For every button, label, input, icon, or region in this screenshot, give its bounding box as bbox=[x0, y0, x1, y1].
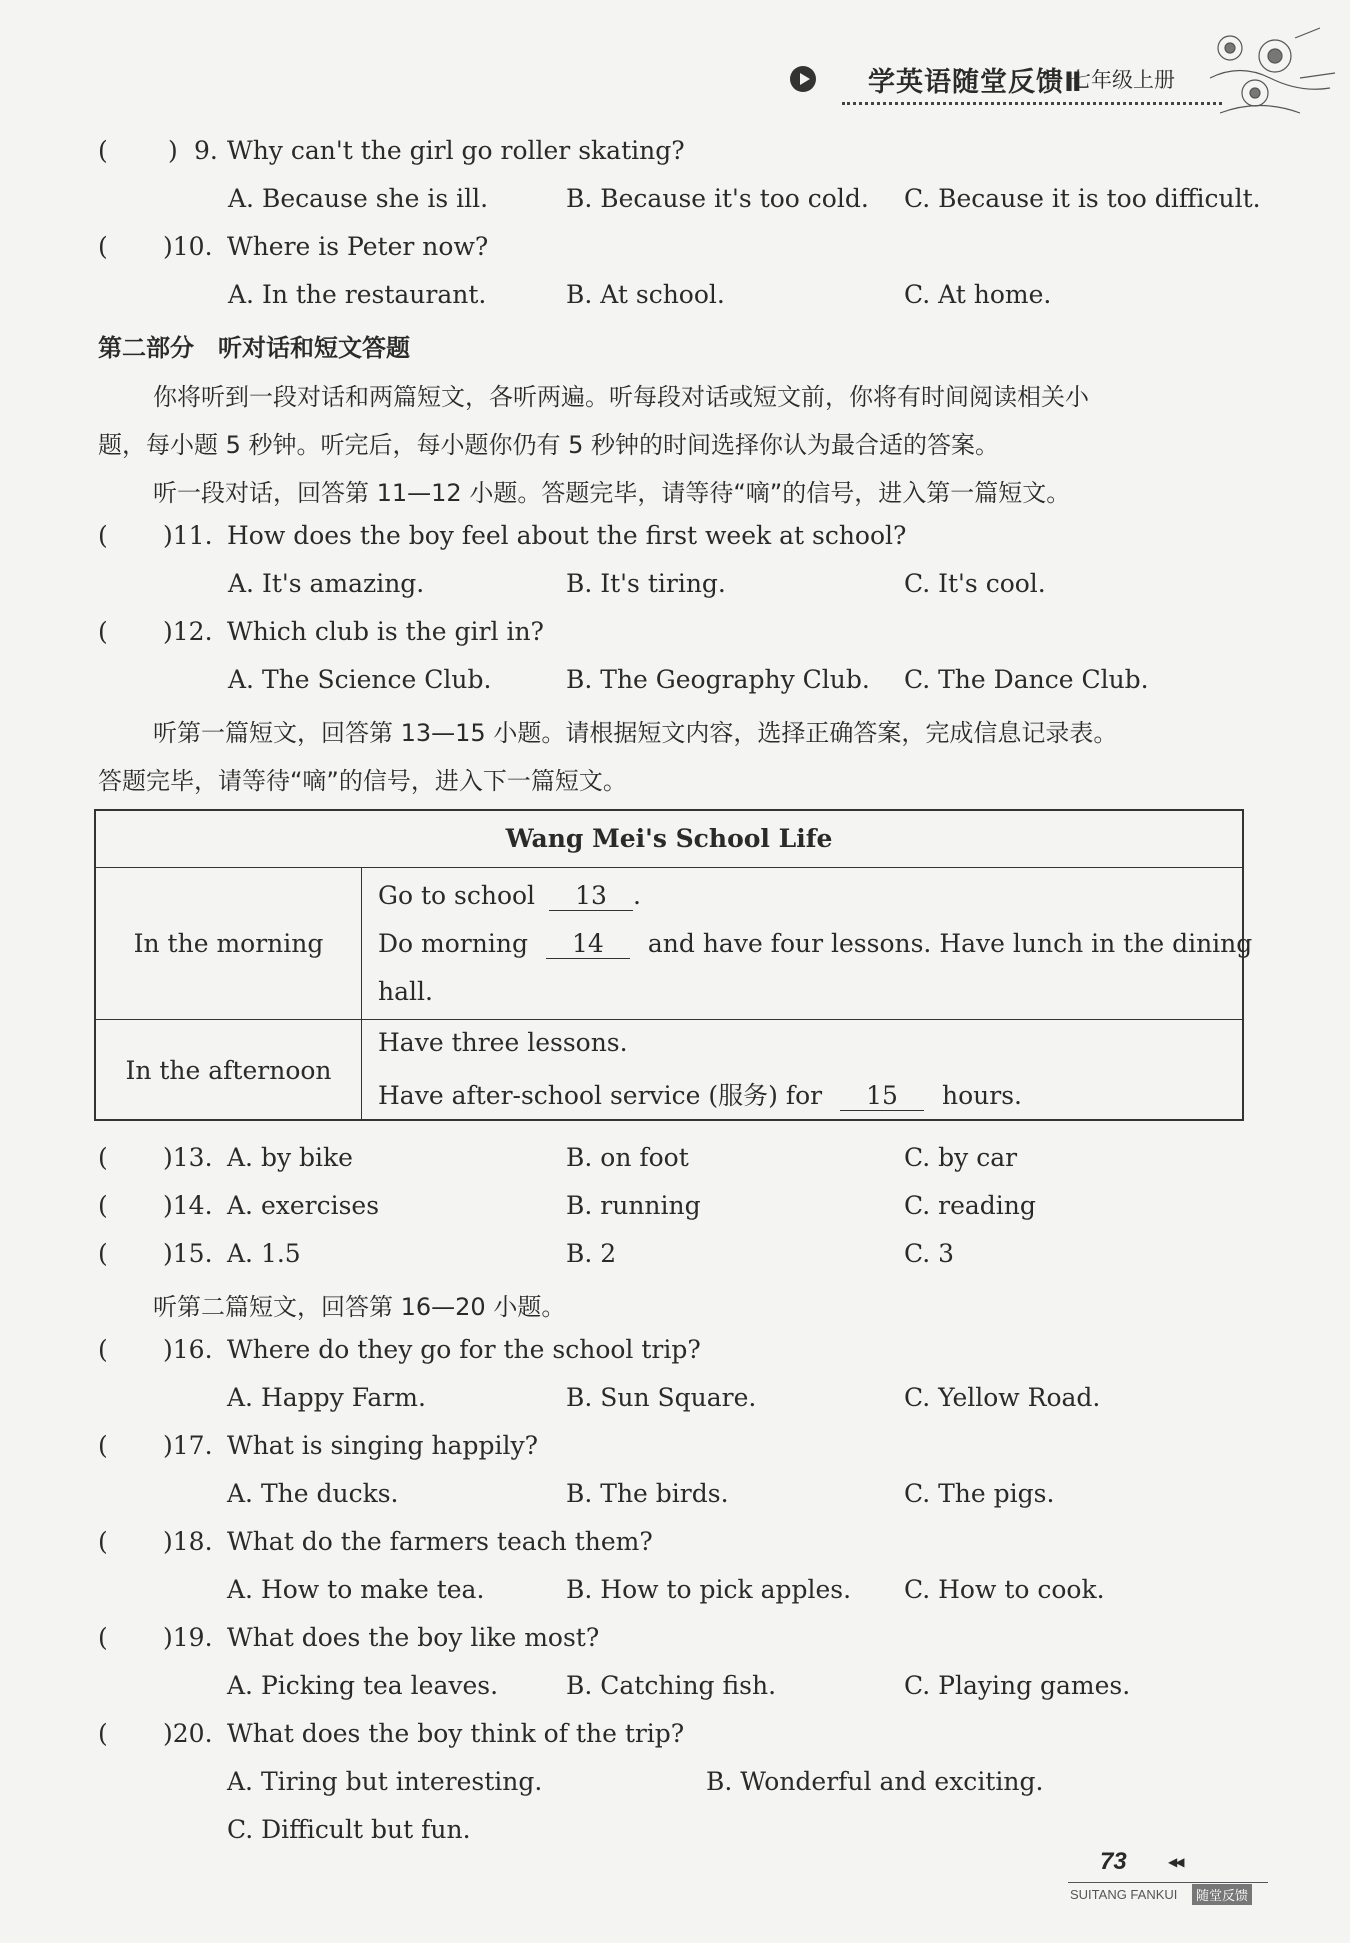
option-b: B. Because it's too cold. bbox=[566, 184, 869, 213]
question-number: )10. bbox=[163, 232, 213, 261]
answer-paren: ( bbox=[98, 1527, 108, 1556]
question-text: Where do they go for the school trip? bbox=[227, 1335, 701, 1364]
answer-paren: ( bbox=[98, 1431, 108, 1460]
passage-instructions: 答题完毕，请等待“嘀”的信号，进入下一篇短文。 bbox=[98, 767, 627, 795]
option-a: A. How to make tea. bbox=[227, 1575, 485, 1604]
option-a: A. exercises bbox=[227, 1191, 380, 1220]
option-c: C. 3 bbox=[904, 1239, 955, 1268]
question-text: What does the boy like most? bbox=[227, 1623, 600, 1652]
question-text: How does the boy feel about the first week at school? bbox=[227, 521, 907, 550]
table-text: Have after-school service (服务) for bbox=[378, 1081, 823, 1110]
question-number: )11. bbox=[163, 521, 213, 550]
flower-decoration-icon bbox=[1200, 18, 1340, 128]
row-label: In the morning bbox=[96, 867, 362, 1019]
option-c: C. reading bbox=[904, 1191, 1036, 1220]
option-a: A. Picking tea leaves. bbox=[227, 1671, 499, 1700]
page-number: 73 bbox=[1100, 1848, 1127, 1875]
option-c: C. Because it is too difficult. bbox=[904, 184, 1261, 213]
footer-brand-en: SUITANG FANKUI bbox=[1070, 1887, 1178, 1902]
info-record-table bbox=[94, 809, 1253, 1121]
table-title: Wang Mei's School Life bbox=[96, 811, 1242, 868]
row-label: In the afternoon bbox=[96, 1020, 362, 1121]
footer-brand-badge: 随堂反馈 bbox=[1192, 1884, 1252, 1905]
table-row-morning bbox=[96, 867, 1253, 1020]
answer-paren: ( bbox=[98, 1143, 108, 1172]
option-b: B. How to pick apples. bbox=[566, 1575, 852, 1604]
option-b: B. running bbox=[566, 1191, 701, 1220]
answer-paren: ( bbox=[98, 1719, 108, 1748]
question-text: What does the boy think of the trip? bbox=[227, 1719, 685, 1748]
answer-paren: ( bbox=[98, 1191, 108, 1220]
passage-instructions: 听第二篇短文，回答第 16—20 小题。 bbox=[153, 1293, 566, 1321]
answer-paren: ( bbox=[98, 136, 108, 165]
option-a: A. The ducks. bbox=[227, 1479, 399, 1508]
option-a: A. It's amazing. bbox=[228, 569, 425, 598]
table-line: Have three lessons. bbox=[378, 1028, 628, 1057]
answer-paren: ( bbox=[98, 1239, 108, 1268]
question-text: What do the farmers teach them? bbox=[227, 1527, 653, 1556]
question-text: Why can't the girl go roller skating? bbox=[227, 136, 685, 165]
question-number: )16. bbox=[163, 1335, 213, 1364]
table-text: Do morning bbox=[378, 929, 528, 958]
question-text: What is singing happily? bbox=[227, 1431, 538, 1460]
option-c: C. Yellow Road. bbox=[904, 1383, 1101, 1412]
question-number: )17. bbox=[163, 1431, 213, 1460]
option-b: B. Wonderful and exciting. bbox=[706, 1767, 1044, 1796]
table-line bbox=[378, 929, 1252, 959]
question-number: )12. bbox=[163, 617, 213, 646]
grade-label: 七年级上册 bbox=[1070, 68, 1175, 92]
question-number: 9. bbox=[194, 136, 218, 165]
table-text: hours. bbox=[942, 1081, 1022, 1110]
option-c: C. The Dance Club. bbox=[904, 665, 1149, 694]
footer-rule bbox=[1068, 1882, 1268, 1883]
option-c: C. Playing games. bbox=[904, 1671, 1131, 1700]
option-a: A. Tiring but interesting. bbox=[227, 1767, 543, 1796]
table-text: Go to school bbox=[378, 881, 536, 910]
passage-instructions: 听第一篇短文，回答第 13—15 小题。请根据短文内容，选择正确答案，完成信息记录表。 bbox=[153, 719, 1118, 747]
answer-blank[interactable]: 15 bbox=[840, 1081, 924, 1111]
dialog-instructions: 听一段对话，回答第 11—12 小题。答题完毕，请等待“嘀”的信号，进入第一篇短文。 bbox=[153, 479, 1071, 507]
option-c: C. How to cook. bbox=[904, 1575, 1105, 1604]
answer-paren: ( bbox=[98, 1335, 108, 1364]
option-b: B. The birds. bbox=[566, 1479, 729, 1508]
option-a: A. In the restaurant. bbox=[228, 280, 487, 309]
option-a: A. Because she is ill. bbox=[228, 184, 489, 213]
option-b: B. At school. bbox=[566, 280, 725, 309]
option-b: B. Catching fish. bbox=[566, 1671, 777, 1700]
double-arrow-left-icon: ◀◀ bbox=[1168, 1855, 1183, 1869]
answer-blank[interactable]: 14 bbox=[546, 929, 630, 959]
option-b: B. The Geography Club. bbox=[566, 665, 870, 694]
option-c: C. At home. bbox=[904, 280, 1052, 309]
answer-paren-close: ) bbox=[168, 136, 178, 165]
question-number: )18. bbox=[163, 1527, 213, 1556]
question-text: Where is Peter now? bbox=[227, 232, 489, 261]
answer-paren: ( bbox=[98, 232, 108, 261]
table-line bbox=[378, 881, 641, 911]
option-b: B. Sun Square. bbox=[566, 1383, 757, 1412]
question-number: )13. bbox=[163, 1143, 213, 1172]
option-a: A. Happy Farm. bbox=[227, 1383, 426, 1412]
question-text: Which club is the girl in? bbox=[227, 617, 544, 646]
instructions-line: 题，每小题 5 秒钟。听完后，每小题你仍有 5 秒钟的时间选择你认为最合适的答案。 bbox=[98, 431, 1000, 459]
header-dotted-rule bbox=[842, 102, 1222, 105]
question-number: )20. bbox=[163, 1719, 213, 1748]
question-number: )19. bbox=[163, 1623, 213, 1652]
play-icon bbox=[790, 66, 816, 92]
answer-paren: ( bbox=[98, 617, 108, 646]
table-row-afternoon bbox=[96, 1020, 1242, 1121]
section-title: 第二部分 听对话和短文答题 bbox=[98, 334, 410, 362]
option-a: A. The Science Club. bbox=[228, 665, 492, 694]
option-c: C. Difficult but fun. bbox=[227, 1815, 471, 1844]
table-text: . bbox=[633, 881, 641, 910]
option-c: C. It's cool. bbox=[904, 569, 1046, 598]
option-c: C. by car bbox=[904, 1143, 1018, 1172]
option-c: C. The pigs. bbox=[904, 1479, 1055, 1508]
option-a: A. by bike bbox=[227, 1143, 353, 1172]
answer-paren: ( bbox=[98, 521, 108, 550]
table-line bbox=[378, 1076, 1022, 1112]
answer-paren: ( bbox=[98, 1623, 108, 1652]
question-number: )14. bbox=[163, 1191, 213, 1220]
book-title: 学英语随堂反馈Ⅱ bbox=[868, 67, 1083, 98]
option-b: B. It's tiring. bbox=[566, 569, 726, 598]
option-b: B. 2 bbox=[566, 1239, 617, 1268]
option-b: B. on foot bbox=[566, 1143, 689, 1172]
table-line: hall. bbox=[378, 977, 433, 1006]
question-number: )15. bbox=[163, 1239, 213, 1268]
instructions-line: 你将听到一段对话和两篇短文，各听两遍。听每段对话或短文前，你将有时间阅读相关小 bbox=[153, 383, 1089, 411]
option-a: A. 1.5 bbox=[227, 1239, 301, 1268]
table-text: and have four lessons. Have lunch in the dining bbox=[647, 929, 1253, 958]
answer-blank[interactable]: 13 bbox=[549, 881, 633, 911]
